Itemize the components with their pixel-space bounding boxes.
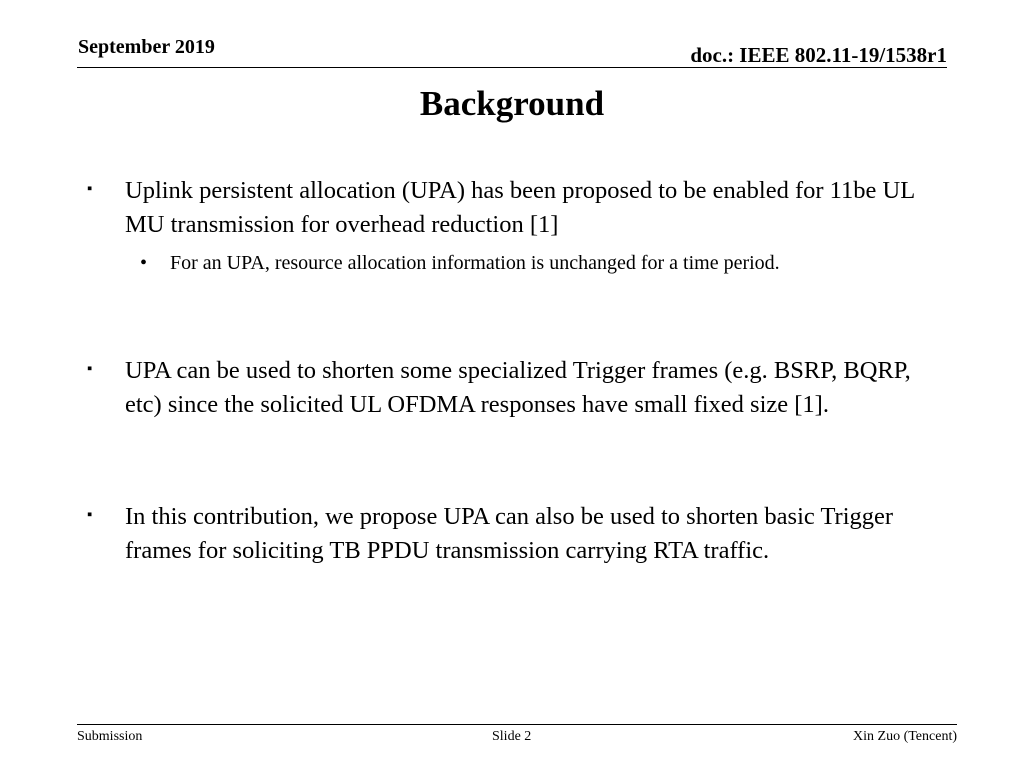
bullet-item-1 <box>87 174 940 242</box>
round-bullet-icon: • <box>140 252 148 274</box>
header-date: September 2019 <box>78 36 215 58</box>
bullet-item-3 <box>87 500 940 568</box>
header-doc-id: doc.: IEEE 802.11-19/1538r1 <box>690 43 947 67</box>
footer-submission: Submission <box>77 729 143 744</box>
sub-bullet-item-1 <box>140 248 890 279</box>
bullet-text: UPA can be used to shorten some specialized Trigger frames (e.g. BSRP, BQRP, etc) since the solicited UL OFDMA responses have small fixed size [1]. <box>125 357 911 418</box>
footer-divider <box>77 724 957 725</box>
bullet-text: Uplink persistent allocation (UPA) has been proposed to be enabled for 11be UL MU transmission for overhead reduction [1] <box>125 177 915 238</box>
slide-title: Background <box>419 84 605 123</box>
sub-bullet-text: For an UPA, resource allocation information is unchanged for a time period. <box>170 252 780 274</box>
square-bullet-icon: ▪ <box>87 507 93 523</box>
square-bullet-icon: ▪ <box>87 361 93 377</box>
footer-author: Xin Zuo (Tencent) <box>853 729 957 744</box>
header-divider <box>77 67 947 68</box>
square-bullet-icon: ▪ <box>87 181 93 197</box>
footer-slide-number: Slide 2 <box>492 729 532 744</box>
bullet-item-2 <box>87 354 940 422</box>
bullet-text: In this contribution, we propose UPA can also be used to shorten basic Trigger frames for soliciting TB PPDU transmission carrying RTA traffic. <box>125 503 894 564</box>
